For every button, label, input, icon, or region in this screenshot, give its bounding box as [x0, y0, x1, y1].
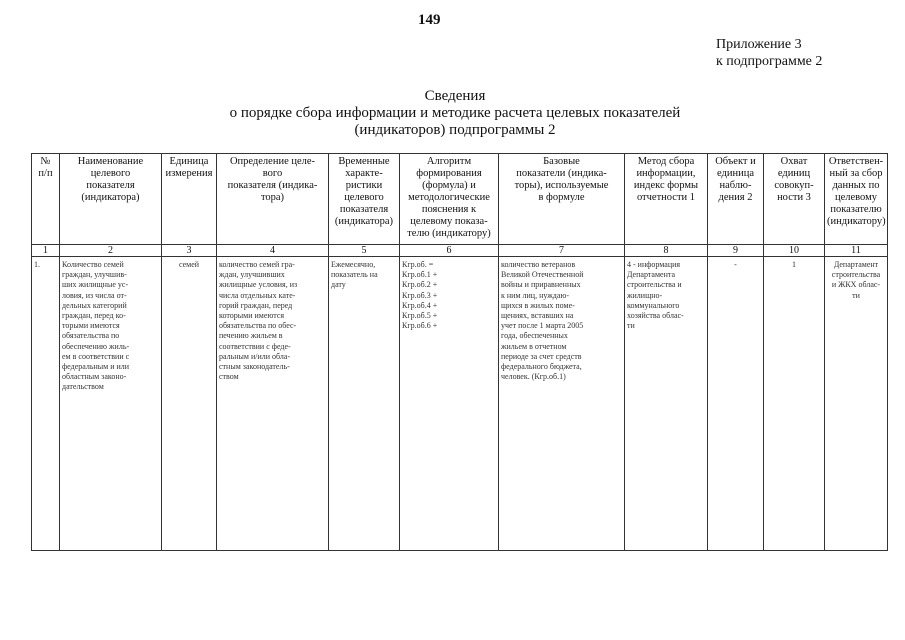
indicators-table	[31, 153, 888, 551]
page-number: 149	[418, 12, 441, 28]
time-characteristics-cell: Ежемесячно, показатель на дату	[329, 257, 400, 551]
header-cell-method: Метод сбора информации, индекс формы отчетности 1	[625, 154, 708, 245]
column-number: 4	[217, 245, 329, 257]
header-cell-coverage: Охват единиц совокуп- ности 3	[764, 154, 825, 245]
formula-cell: Кгр.об. = Кгр.об.1 + Кгр.об.2 + Кгр.об.3 + Кгр.об.4 + Кгр.об.5 + Кгр.об.6 +	[400, 257, 499, 551]
header-cell-name: Наименование целевого показателя (индикатора)	[60, 154, 162, 245]
table-header-row	[32, 154, 888, 245]
column-number: 7	[499, 245, 625, 257]
document-title	[200, 88, 710, 139]
indicator-name-cell: Количество семей граждан, улучшив- ших жилищные ус- ловия, из числа от- дельных категорий граждан, перед ко- торыми имеются обязательства по обеспечению жиль- ем в соответствии с федеральным и или областным законо- дательством	[60, 257, 162, 551]
header-cell-formula: Алгоритм формирования (формула) и методологические пояснения к целевому показа- телю (индикатору)	[400, 154, 499, 245]
column-number: 2	[60, 245, 162, 257]
base-indicators-cell: количество ветеранов Великой Отечественной войны и приравненных к ним лиц, нуждаю- щихся в жилых поме- щениях, вставших на учет после 1 марта 2005 года, обеспеченных жильем в отчетном периоде за счет средств федерального бюджета, человек. (Кгр.об.1)	[499, 257, 625, 551]
header-cell-definition: Определение целе- вого показателя (индика- тора)	[217, 154, 329, 245]
table-row	[32, 257, 888, 551]
column-number-row	[32, 245, 888, 257]
collection-method-cell: 4 - информация Департамента строительства и жилищно- коммунального хозяйства облас- ти	[625, 257, 708, 551]
header-cell-responsible: Ответствен- ный за сбор данных по целевому показателю (индикатору)	[825, 154, 888, 245]
header-cell-time: Временные характе- ристики целевого показателя (индикатора)	[329, 154, 400, 245]
appendix-line-2: к подпрограмме 2	[716, 54, 823, 69]
responsible-cell: Департамент строительства и ЖКХ облас- ти	[825, 257, 888, 551]
appendix-label	[716, 36, 822, 70]
row-number-cell: 1.	[32, 257, 60, 551]
column-number: 10	[764, 245, 825, 257]
appendix-line-1: Приложение 3	[716, 37, 802, 52]
title-line-2: о порядке сбора информации и методике расчета целевых показателей	[229, 105, 681, 121]
header-cell-unit: Единица измерения	[162, 154, 217, 245]
title-line-1: Сведения	[424, 88, 486, 104]
header-cell-num: № п/п	[32, 154, 60, 245]
definition-cell: количество семей гра- ждан, улучшивших жилищные условия, из числа отдельных кате- горий граждан, перед которыми имеются обязательства по обес- печению жильем в соответствии с феде- ральным и/или обла- стным законодатель- ством	[217, 257, 329, 551]
unit-cell: семей	[162, 257, 217, 551]
header-cell-base: Базовые показатели (индика- торы), используемые в формуле	[499, 154, 625, 245]
column-number: 8	[625, 245, 708, 257]
column-number: 6	[400, 245, 499, 257]
column-number: 11	[825, 245, 888, 257]
column-number: 9	[708, 245, 764, 257]
coverage-cell: 1	[764, 257, 825, 551]
observation-object-cell: -	[708, 257, 764, 551]
title-line-3: (индикаторов) подпрограммы 2	[354, 122, 556, 138]
column-number: 3	[162, 245, 217, 257]
column-number: 1	[32, 245, 60, 257]
header-cell-object: Объект и единица наблю- дения 2	[708, 154, 764, 245]
column-number: 5	[329, 245, 400, 257]
